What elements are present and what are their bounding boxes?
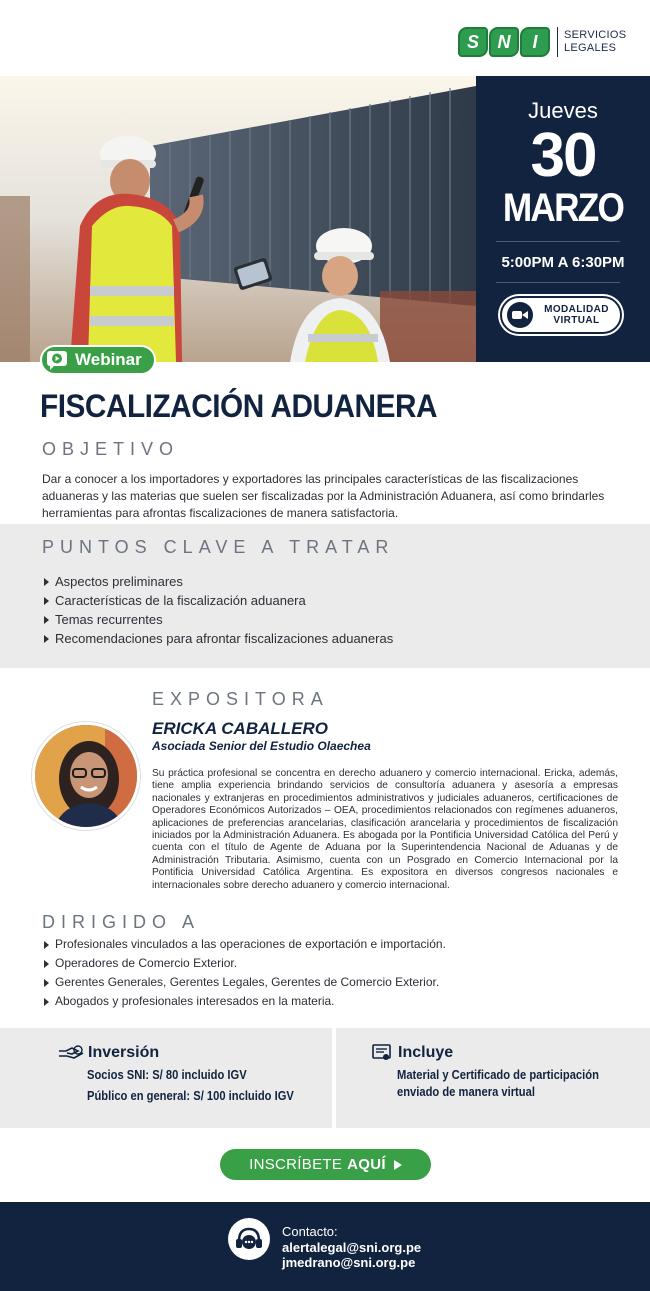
- list-item: [44, 572, 393, 591]
- sni-logo[interactable]: [458, 27, 626, 57]
- bullet-arrow-icon: [44, 941, 49, 949]
- list-item: [44, 954, 446, 973]
- list-item-text: Características de la fiscalización aduanera: [55, 593, 306, 608]
- webinar-badge: [40, 345, 156, 375]
- objective-heading: OBJETIVO: [42, 439, 180, 459]
- investment-heading: [58, 1044, 159, 1062]
- pricing-section: [0, 1028, 650, 1128]
- contact-label: Contacto:: [282, 1224, 338, 1239]
- modality-text: [533, 304, 620, 326]
- key-points-heading: PUNTOS CLAVE A TRATAR: [42, 537, 395, 557]
- modality-badge: [500, 296, 622, 334]
- play-screen-icon: [46, 349, 68, 371]
- register-button-label: INSCRÍBETE: [249, 1156, 343, 1173]
- info-divider: [332, 1028, 336, 1128]
- investment-public-price: Público en general: S/ 100 incluido IGV: [87, 1088, 294, 1103]
- register-button[interactable]: [220, 1149, 431, 1180]
- list-item-text: Recomendaciones para afrontar fiscalizaciones aduaneras: [55, 631, 394, 646]
- list-item-text: Aspectos preliminares: [55, 574, 183, 589]
- certificate-icon: [372, 1044, 392, 1062]
- logo-letter-i: I: [520, 27, 550, 57]
- register-button-strong: AQUÍ: [347, 1156, 386, 1173]
- event-title: FISCALIZACIÓN ADUANERA: [40, 388, 438, 424]
- date-panel: [476, 76, 650, 362]
- speaker-heading: EXPOSITORA: [152, 689, 329, 709]
- date-divider-top: [496, 241, 620, 242]
- logo-letter-n: N: [489, 27, 519, 57]
- bullet-arrow-icon: [44, 616, 49, 624]
- list-item: [44, 992, 446, 1011]
- list-item-text: Gerentes Generales, Gerentes Legales, Gerentes de Comercio Exterior.: [55, 975, 440, 989]
- speaker-role: Asociada Senior del Estudio Olaechea: [152, 739, 371, 753]
- includes-label: Incluye: [398, 1044, 454, 1061]
- logo-text-line2: LEGALES: [564, 42, 617, 54]
- list-item-text: Temas recurrentes: [55, 612, 163, 627]
- contact-email-2[interactable]: jmedrano@sni.org.pe: [282, 1255, 416, 1270]
- list-item: [44, 591, 393, 610]
- bullet-arrow-icon: [44, 979, 49, 987]
- play-arrow-icon: [394, 1160, 402, 1170]
- footer: [0, 1202, 650, 1291]
- audience-heading: DIRIGIDO A: [42, 912, 201, 932]
- list-item: [44, 629, 393, 648]
- workers-illustration: [0, 76, 476, 362]
- investment-label: Inversión: [88, 1044, 160, 1061]
- bullet-arrow-icon: [44, 597, 49, 605]
- key-points-list: [44, 572, 393, 648]
- video-camera-icon: [507, 302, 533, 328]
- list-item-text: Abogados y profesionales interesados en la materia.: [55, 994, 335, 1008]
- includes-heading: [372, 1044, 453, 1062]
- list-item-text: Operadores de Comercio Exterior.: [55, 956, 238, 970]
- event-day: 30: [530, 121, 596, 190]
- webinar-label: Webinar: [75, 350, 142, 369]
- logo-divider: [557, 27, 558, 57]
- list-item: [44, 973, 446, 992]
- modality-line2: VIRTUAL: [553, 315, 600, 326]
- event-month: MARZO: [502, 186, 624, 230]
- logo-letters: [458, 27, 551, 57]
- includes-line2: enviado de manera virtual: [397, 1084, 535, 1099]
- includes-line1: Material y Certificado de participación: [397, 1067, 599, 1082]
- list-item-text: Profesionales vinculados a las operaciones de exportación e importación.: [55, 937, 446, 951]
- logo-text-line1: SERVICIOS: [564, 29, 627, 41]
- audience-list: [44, 935, 446, 1011]
- headset-chat-icon: [228, 1218, 270, 1260]
- hero-photo: [0, 76, 476, 362]
- list-item: [44, 610, 393, 629]
- list-item: [44, 935, 446, 954]
- date-divider-bottom: [496, 282, 620, 283]
- logo-text: [564, 29, 626, 55]
- bullet-arrow-icon: [44, 635, 49, 643]
- event-weekday: Jueves: [528, 98, 598, 123]
- speaker-name: ERICKA CABALLERO: [152, 719, 328, 738]
- bullet-arrow-icon: [44, 998, 49, 1006]
- speaker-avatar: [32, 722, 140, 830]
- bullet-arrow-icon: [44, 578, 49, 586]
- header: [0, 0, 650, 76]
- bullet-arrow-icon: [44, 960, 49, 968]
- hero-banner: [0, 76, 650, 362]
- modality-line1: MODALIDAD: [544, 304, 609, 315]
- logo-letter-s: S: [458, 27, 488, 57]
- event-time: 5:00PM A 6:30PM: [501, 254, 625, 271]
- objective-text: Dar a conocer a los importadores y exportadores las principales características de las fiscalizaciones aduaneras y las materias que suelen ser fiscalizadas por la Administración Aduanera, así como brindarles herramientas para afrontas fiscalizaciones de manera satisfactoria.: [42, 472, 605, 520]
- hand-money-icon: [58, 1045, 84, 1061]
- speaker-bio: Su práctica profesional se concentra en derecho aduanero y comercio internacional. Ericka, además, tiene amplia experiencia brindando servicios de consultoría aduanera y asesoría a empresas nacionales y extranjeras en procedimientos administrativos y judiciales aduaneros, certificaciones de Operadores Económicos Autorizados – OEA, procedimientos relacionados con regímenes aduaneros, aplicaciones de preferencias arancelarias, clasificación arancelaria y procedimientos de fiscalización iniciados por la Administración Aduanera. Es abogada por la Pontificia Universidad Católica del Perú y cuenta con el título de Agente de Aduana por la Superintendencia Nacional de Aduanas y de Administración Tributaria. Asimismo, cuenta con un Posgrado en Comercio Internacional por la Pontificia Universidad Católica Argentina. Es expositora en diversos congresos nacionales e internacionales sobre derecho aduanero y comercio internacional.: [152, 768, 618, 891]
- investment-members-price: Socios SNI: S/ 80 incluido IGV: [87, 1067, 247, 1082]
- contact-email-1[interactable]: alertalegal@sni.org.pe: [282, 1240, 422, 1255]
